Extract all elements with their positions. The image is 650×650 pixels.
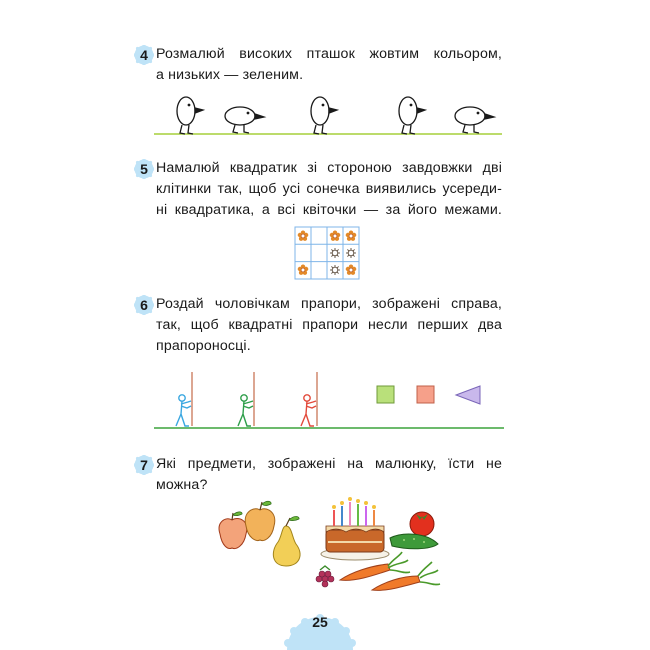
flag-bearer-icon bbox=[176, 372, 192, 426]
task-text-line: Роздай чоловічкам прапори, зображені справа, bbox=[156, 296, 502, 312]
square-flag-salmon-icon bbox=[417, 386, 434, 403]
food-illustration bbox=[212, 496, 444, 596]
task-text-line: а низьких — зеленим. bbox=[156, 67, 304, 83]
task-number-badge bbox=[134, 45, 154, 65]
task-number: 5 bbox=[140, 161, 148, 177]
task-6 bbox=[134, 294, 502, 357]
bird-icon bbox=[399, 97, 425, 134]
task-text-line: Намалюй квадратик зі стороною завдовжки дві bbox=[156, 160, 502, 176]
bird-icon bbox=[225, 107, 264, 133]
task-text bbox=[156, 294, 502, 357]
task-4 bbox=[134, 44, 502, 86]
task-text bbox=[156, 44, 502, 86]
bird-icon bbox=[177, 97, 203, 134]
page-number: 25 bbox=[312, 614, 328, 630]
task-text bbox=[156, 454, 502, 496]
birds-illustration bbox=[150, 92, 502, 138]
task-number: 6 bbox=[140, 297, 148, 313]
task-number: 7 bbox=[140, 457, 148, 473]
task-number-badge bbox=[134, 455, 154, 475]
task-text-line: Які предмети, зображені на малюнку, їсти не bbox=[156, 456, 502, 472]
square-flag-green-icon bbox=[377, 386, 394, 403]
task-text-line: клітинки так, щоб усі сонечка виявились усереди- bbox=[156, 181, 502, 197]
task-5 bbox=[134, 158, 502, 221]
task-text bbox=[156, 158, 502, 221]
pear-icon bbox=[273, 516, 300, 566]
tomato-icon bbox=[410, 512, 434, 536]
task-number: 4 bbox=[140, 47, 148, 63]
apple-icon bbox=[219, 512, 247, 549]
sun-icon bbox=[346, 248, 356, 258]
task-text-line: прапороносці. bbox=[156, 338, 251, 354]
bird-icon bbox=[311, 97, 337, 134]
task-number-badge bbox=[134, 295, 154, 315]
task-number-badge bbox=[134, 159, 154, 179]
task-text-line: ні квадратика, а всі квіточки — за його межами. bbox=[156, 202, 502, 218]
bird-icon bbox=[455, 107, 494, 133]
page-number-badge bbox=[283, 600, 357, 650]
cake-icon bbox=[321, 497, 389, 560]
raspberry-icon bbox=[316, 566, 334, 587]
task-text-line: Розмалюй високих пташок жовтим кольором, bbox=[156, 46, 502, 62]
sun-icon bbox=[330, 248, 340, 258]
triangle-flag-lilac-icon bbox=[456, 386, 480, 404]
apple-icon bbox=[245, 501, 275, 540]
flag-bearer-icon bbox=[238, 372, 254, 426]
cucumber-icon bbox=[390, 534, 438, 549]
task-text-line: можна? bbox=[156, 477, 208, 493]
flag-bearer-icon bbox=[301, 372, 317, 426]
flag-bearers-illustration bbox=[150, 368, 506, 432]
sun-icon bbox=[330, 265, 340, 275]
task-7 bbox=[134, 454, 502, 496]
task-text-line: так, щоб квадратні прапори несли перших два bbox=[156, 317, 502, 333]
grid-illustration bbox=[294, 226, 360, 280]
